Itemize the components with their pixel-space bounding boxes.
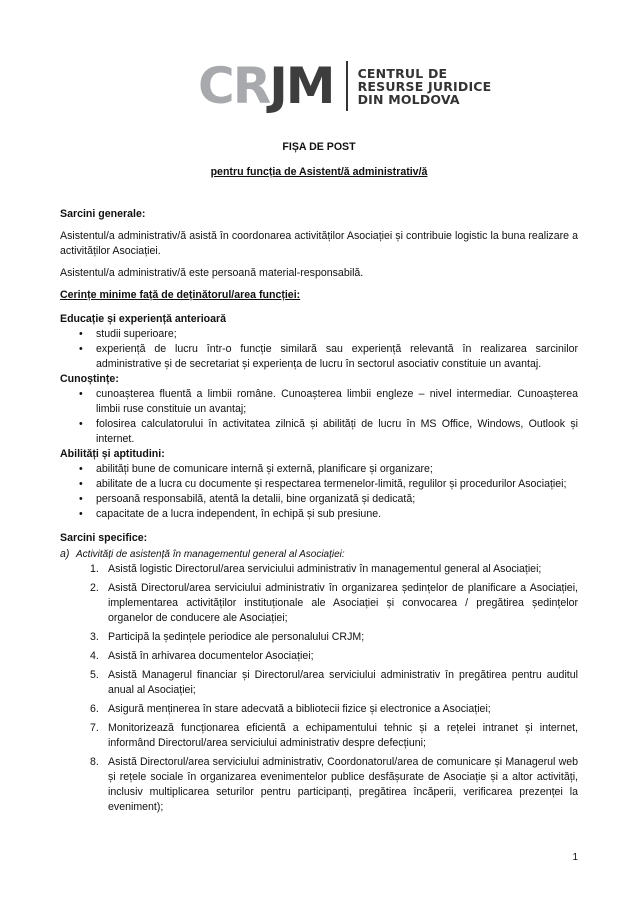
list-item: 1. Asistă logistic Directorul/area serviciului administrativ în managementul general al Asociației;	[90, 563, 542, 575]
list-item: • persoană responsabilă, atentă la detalii, bine organizată și dedicată;	[96, 492, 578, 507]
list-item: • folosirea calculatorului în activitatea zilnică și abilități de lucru în MS Office, Windows, Outlook și internet.	[96, 417, 578, 447]
crjm-logo	[198, 58, 491, 114]
list-item: • experiență de lucru într-o funcție similară sau experiență relevantă în realizarea sarcinilor administrative și de secretariat și experiența de lucru în sectorul asociativ constituie un avantaj.	[96, 342, 578, 372]
list-item: • capacitate de a lucra independent, în echipă și sub presiune.	[96, 507, 578, 522]
general-paragraph-2: Asistentul/a administrativ/ă este persoană material-responsabilă.	[60, 267, 364, 279]
general-paragraph-1: Asistentul/a administrativ/ă asistă în coordonarea activităților Asociației și contribuie logistic la buna realizare a activităților Asociației.	[60, 230, 578, 257]
knowledge-heading: Cunoștințe:	[60, 373, 119, 385]
list-item: • abilități bune de comunicare internă și externă, planificare și organizare;	[96, 462, 578, 477]
list-item: 4. Asistă în arhivarea documentelor Asociației;	[90, 650, 314, 662]
section-a-list	[60, 562, 578, 815]
doc-subtitle: pentru funcția de Asistent/ă administrativ/ă	[210, 166, 428, 178]
logo-mark: CRJM	[198, 57, 334, 115]
logo-divider	[346, 61, 348, 111]
knowledge-list	[60, 387, 578, 447]
list-item: 7. Monitorizează funcționarea eficientă a echipamentului tehnic și a rețelei intranet și internet, informând Directorul/area serviciului administrativ despre defecțiuni;	[90, 722, 578, 749]
general-heading: Sarcini generale:	[60, 208, 146, 220]
document-content	[60, 140, 578, 819]
list-item: 8. Asistă Directorul/area serviciului administrativ, Coordonatorul/area de comunicare și Managerul web și rețele sociale în organizarea evenimentelor publice desfășurate de Asociație și a altor activități, inclusiv multiplicarea seturilor pentru participanți, pregătirea încăperii, verificarea prezenței la eveniment);	[90, 756, 578, 813]
skills-heading: Abilități și aptitudini:	[60, 448, 165, 460]
doc-title: FIȘA DE POST	[282, 141, 356, 153]
page-number: 1	[572, 852, 578, 863]
section-a-label: a)	[60, 548, 70, 560]
section-a-title: a) Activități de asistență în managementul general al Asociației:	[60, 548, 345, 560]
requirements-heading: Cerințe minime față de deținătorul/area funcției:	[60, 289, 301, 301]
list-item: • abilitate de a lucra cu documente și respectarea termenelor-limită, regulilor și procedurilor Asociației;	[96, 477, 578, 492]
education-list	[60, 327, 578, 372]
list-item: 6. Asigură menținerea în stare adecvată a bibliotecii fizice și electronice a Asociației;	[90, 703, 491, 715]
education-heading: Educație și experiență anterioară	[60, 313, 227, 325]
logo-text: CENTRUL DE RESURSE JURIDICE DIN MOLDOVA	[357, 65, 492, 107]
list-item: 5. Asistă Managerul financiar și Directorul/area serviciului administrativ în pregătirea pentru auditul anual al Asociației;	[90, 669, 578, 696]
list-item: 3. Participă la ședințele periodice ale personalului CRJM;	[90, 631, 365, 643]
list-item: • studii superioare;	[96, 327, 578, 342]
list-item: • cunoașterea fluentă a limbii române. Cunoașterea limbii engleze – nivel intermediar. Cunoașterea limbii ruse constituie un avantaj;	[96, 387, 578, 417]
skills-list	[60, 462, 578, 522]
specific-heading: Sarcini specifice:	[60, 532, 148, 544]
list-item: 2. Asistă Directorul/area serviciului administrativ în organizarea ședințelor de planificare a Asociației, implementarea activităților instituționale ale Asociației și convocarea / pregătirea ședințelor organelor de conducere ale Asociației;	[90, 582, 578, 624]
